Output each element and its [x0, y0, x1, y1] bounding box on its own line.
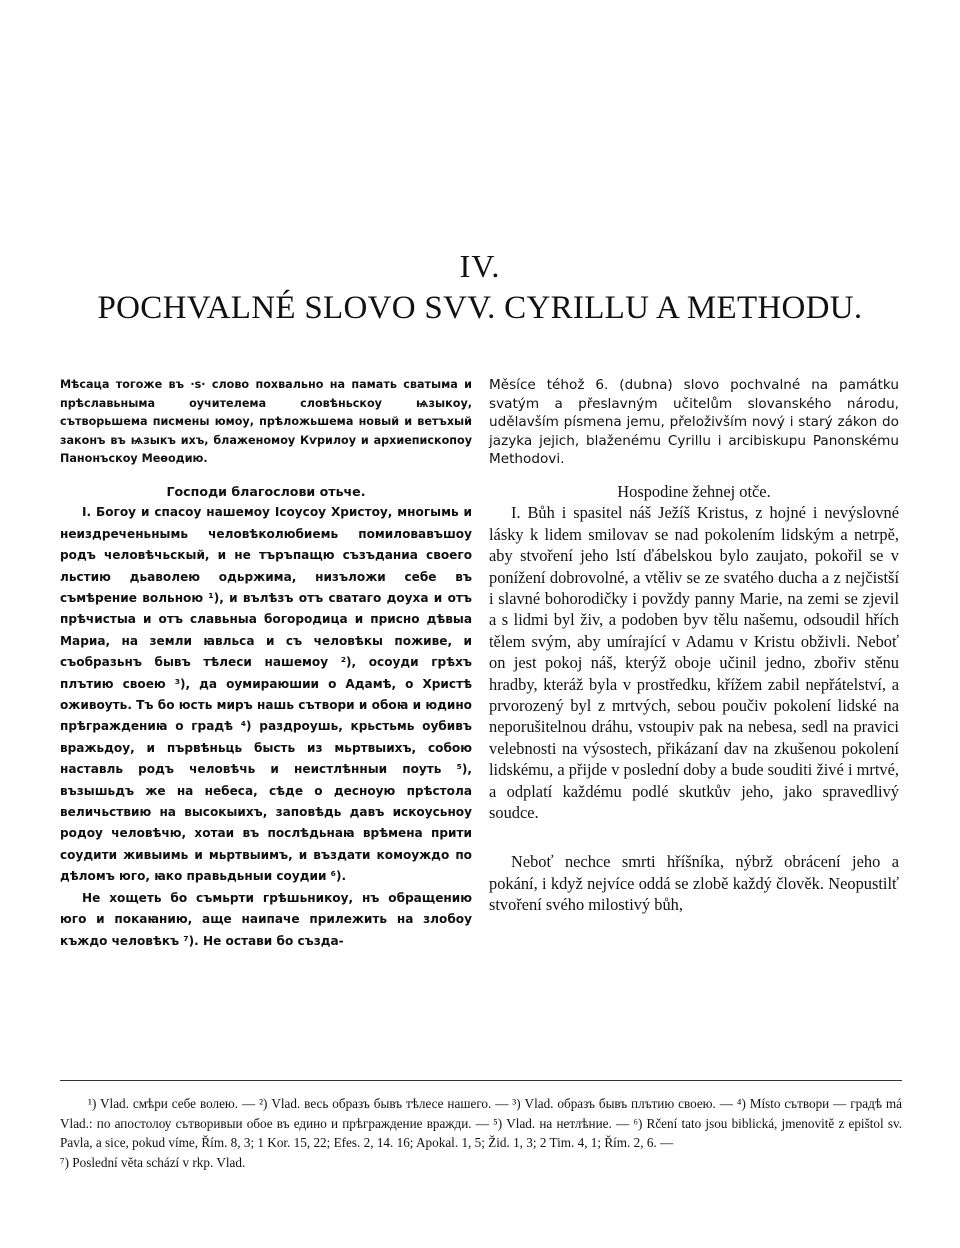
footnote-text: ¹) Vlad. смѣри себе волею. — ²) Vlad. весь образъ бывъ тѣлесе нашего. — ³) Vlad. образъ бывъ плътию своею. — ⁴) Místo сътвори — градѣ má Vlad.: по апостолоу сътворивыи обое въ едино и прѣграждение вражди. — ⁵) Vlad. на нетлѣние. — ⁶) Rčení tato jsou biblická, jmenovitě z epištol sv. Pavla, a sice, pokud víme, Řím. 8, 3; 1 Kor. 15, 22; Efes. 2, 14. 16; Apokal. 1, 5; Žid. 1, 3; 2 Tim. 4, 1; Řím. 2, 6. —: [60, 1096, 902, 1151]
czech-intro: Měsíce téhož 6. (dubna) slovo pochvalné na památku svatým a přeslavným učitelům slovanského národu, udělavším písmena jemu, přeloživším nový i starý zákon do jazyka jejich, blaženému Cyrillu i arcibiskupu Panonskému Methodovi.: [489, 377, 899, 468]
czech-paragraph-2: Neboť nechce smrti hříšníka, nýbrž obrácení jeho a pokání, i když nejvíce oddá se zlobě každý člověk. Neopustilť stvoření svého milostivý bůh,: [489, 852, 899, 915]
czech-paragraph-1: I. Bůh i spasitel náš Ježíš Kristus, z hojné i nevýslovné lásky k lidem smilovav se nad pokolením lidským a netrpě, aby stvoření jeho lstí ďábelskou bylo zaujato, pokořil se v ponížení dobrovolné, a vtěliv se ze svatého ducha a z nejčistší i slavné bohorodičky i povždy panny Marie, na zemi se zjevil a s lidmi byl živ, a podoben byv tělu našemu, odsoudil hřích tělem svým, aby umírající v Adamu v Kristu obživli. Neboť on jest pokoj náš, kterýž oboje učinil jedno, zbořiv stěnu hradby, kteráž byla v prostředku, křížem zabil nepřátelství, a prvorozený byl z mrtvých, sebou poučiv pokolení lidské na neporušitelnou dráhu, vstoupiv pak na nebesa, sedl na pravici velebnosti na výsostech, přikázaní dav na zkušenou pokolení lidskému, a přijde v poslední doby a bude souditi živé i mrtvé, a odplatí každému podlé skutkův jeho, jako spravedlivý soudce.: [489, 503, 899, 823]
slavonic-blessing: Господи благослови отьче.: [166, 483, 366, 499]
footnote-divider: [60, 1080, 902, 1081]
slavonic-intro: Мѣсаца тогоже въ ·s· слово похвально на памать сватыма и прѣславьныма оучителема словѣньскоу ѩзыкоу, сътворьшема писмены юмоу, прѣложьшема новый и ветъхый законъ въ ѩзыкъ ихъ, блаженомоу Кѵрилоу и архиепископоу Панонъскоу Меѳодию.: [60, 378, 472, 466]
chapter-number: IV.: [459, 248, 501, 284]
slavonic-paragraph-2: Не хощеть бо съмьрти грѣшьникоу, нъ обращению юго и покаꙗнию, аще наипаче прилежить на злобоу къждо человѣкъ ⁷). Не остави бо създа-: [60, 890, 472, 948]
footnotes: [60, 1094, 902, 1172]
footnote-last: ⁷) Poslední věta schází v rkp. Vlad.: [60, 1154, 246, 1170]
czech-blessing: Hospodine žehnej otče.: [617, 481, 771, 501]
slavonic-paragraph-1: I. Богоу и спасоу нашемоу Ісоусоу Христоу, многымь и неиздреченьнымь человѣколюбиемь помиловавъшоу родъ человѣчьскый, и не търъпащю съзъданиа своего льстию дьаволею одьржима, низъложи себе въ съмѣрение вольною ¹), и вълѣзъ отъ сватаго доуха и отъ прѣчистыа и отъ славьныа богородица и присно дѣвыа Мариа, на земли ꙗвльса и съ человѣкы поживе, и съобразьнъ бывъ тѣлеси нашемоу ²), осоуди грѣхъ плътию своею ³), да оумираюшии о Адамѣ, о Христѣ оживоуть. Тъ бо юсть миръ нашь сътвори и обоꙗ и юдино прѣграждениꙗ о градѣ ⁴) раздроушь, крьстьмь оубивъ вражьдоу, и първѣньць бысть из мьртвыихъ, собою наставль родъ человѣчь и неистлѣнныи поуть ⁵), възышьдъ же на небеса, сѣде о десноую прѣстола величьствию на высокыихъ, заповѣдь давъ искоусьноу родоу человѣчю, хотаи въ послѣдьнаꙗ врѣмена прити соудити живыимь и мьртвыимъ, и въздати комоуждо по дѣломъ юго, ꙗко правьдьныи соудии ⁶).: [60, 505, 472, 884]
chapter-title: POCHVALNÉ SLOVO SVV. CYRILLU A METHODU.: [97, 290, 863, 326]
church-slavonic-column: [60, 376, 472, 952]
czech-translation-column: [489, 376, 899, 916]
